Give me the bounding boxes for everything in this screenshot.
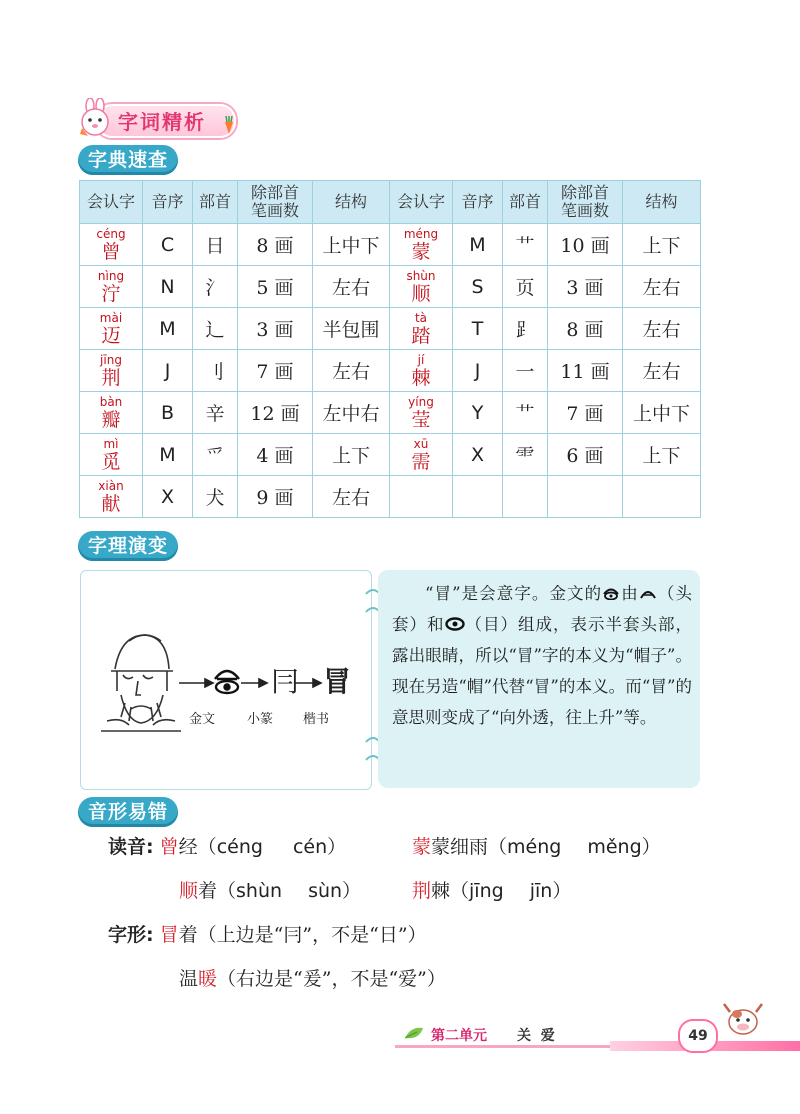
page-number: 49 [678,1019,718,1053]
reading-3-highlight: 顺 [179,880,199,902]
section-tag-confusion: 音形易错 [78,797,178,827]
evo-text-3: （头套）和 [392,584,693,634]
label-regular: 楷书 [303,712,330,727]
pinyin: xū [413,436,429,451]
character: 顺 [411,282,431,305]
pinyin: jí [417,352,425,367]
bunny-icon [76,98,116,138]
character: 棘 [411,366,431,389]
carrot-icon [222,116,236,134]
table-row [80,392,701,434]
pinyin: xiàn [98,478,124,493]
character: 踏 [411,324,431,347]
reading-1-highlight: 曾 [159,836,179,858]
cell-strokes: 11 画 [548,350,623,392]
page-title-banner [76,98,234,138]
page-title: 字词精析 [118,110,206,134]
cell-radical: 辶 [193,308,238,350]
cell-strokes: 7 画 [238,350,313,392]
reading-3-rest: 着（ [198,880,237,902]
reading-4-rest: 棘（ [431,880,470,902]
cell-character [80,476,143,518]
cell-radical: 爫 [193,434,238,476]
table-header-row [80,181,701,224]
cell-strokes: 5 画 [238,266,313,308]
empty-cell [623,476,701,518]
reading-2-highlight: 蒙 [412,836,432,858]
cell-sequence: B [143,392,193,434]
empty-cell [503,476,548,518]
shape-2-rest: （右边是“爰”，不是“爱”） [217,968,446,990]
th-strokes-line2: 笔画数 [250,201,299,220]
cell-radical: 日 [193,224,238,266]
evolution-explanation [392,578,692,733]
shape-2-highlight: 暖 [198,968,218,990]
reading-1-option-a: céng [216,836,263,858]
cell-character [80,224,143,266]
cell-structure: 上下 [623,434,701,476]
cell-sequence: X [143,476,193,518]
cell-radical: 氵 [193,266,238,308]
cell-sequence: S [453,266,503,308]
cell-character [390,350,453,392]
eye-glyph-icon [445,617,465,631]
th-strokes-2-line1: 除部首 [560,183,609,202]
cell-sequence: T [453,308,503,350]
label-bronze: 金文 [189,712,216,727]
table-row [80,434,701,476]
cell-character [80,392,143,434]
cell-strokes: 8 画 [548,308,623,350]
cell-sequence: X [453,434,503,476]
bronze-script-glyph [215,671,239,693]
label-seal: 小篆 [247,712,274,727]
cell-sequence: C [143,224,193,266]
cell-radical: 犬 [193,476,238,518]
cell-sequence: M [143,308,193,350]
cell-character [80,434,143,476]
reading-1-close: ） [327,836,347,858]
character: 需 [411,450,431,473]
cell-radical: 辛 [193,392,238,434]
cell-radical: 刂 [193,350,238,392]
pinyin: bàn [99,394,123,409]
table-row [80,476,701,518]
reading-2-option-a: méng [507,836,562,858]
th-strokes-2-line2: 笔画数 [560,201,609,220]
cell-character [390,224,453,266]
cell-structure: 上中下 [623,392,701,434]
cell-strokes: 3 画 [548,266,623,308]
th-char-2: 会认字 [390,181,453,224]
reading-1-rest: 经（ [178,836,217,858]
cell-strokes: 8 画 [238,224,313,266]
table-row [80,224,701,266]
cell-strokes: 9 画 [238,476,313,518]
regular-script-glyph: 冒 [323,665,352,698]
pinyin: méng [403,226,439,241]
cell-sequence: M [143,434,193,476]
footer-unit: 第二单元 [431,1028,487,1044]
reading-4-highlight: 荆 [412,880,432,902]
th-seq-2: 音序 [453,181,503,224]
dictionary-table [79,180,701,518]
evo-text-2: 由 [620,584,639,603]
character: 曾 [101,240,121,263]
evo-text-4: （目）组成，表示半套头部，露出眼睛，所以“冒”字的本义为“帽子”。现在另造“帽”代替“冒”的本义。而“冒”的意思则变成了“向外透，往上升”等。 [392,615,692,727]
cell-strokes: 6 画 [548,434,623,476]
cell-structure: 上下 [313,434,390,476]
cell-character [390,308,453,350]
shape-line-2 [179,964,446,991]
shape-line-1 [108,920,427,947]
character: 荆 [101,366,121,389]
cell-radical: 艹 [503,224,548,266]
reading-3-option-b: sùn [308,880,343,902]
character: 莹 [411,408,431,431]
table-row [80,350,701,392]
empty-cell [453,476,503,518]
cell-character [80,266,143,308]
leaf-icon [403,1026,425,1042]
reading-4-option-a: jīng [469,880,504,902]
cell-radical: 艹 [503,392,548,434]
pinyin: mì [103,436,119,451]
th-strokes-2 [548,181,623,224]
cell-radical: 页 [503,266,548,308]
seal-script-glyph: 冃 [271,665,300,698]
th-strokes [238,181,313,224]
cell-sequence: M [453,224,503,266]
character: 瓣 [101,408,121,431]
table-row [80,266,701,308]
cell-radical: ⻗ [503,434,548,476]
reading-3-close: ） [342,880,362,902]
cell-structure: 左右 [623,266,701,308]
th-radical-2: 部首 [503,181,548,224]
cell-radical: ⻊ [503,308,548,350]
th-seq: 音序 [143,181,193,224]
cell-structure: 左右 [623,308,701,350]
cell-character [390,266,453,308]
table-row [80,308,701,350]
pinyin: yíng [408,394,434,409]
reading-2-option-b: měng [587,836,642,858]
th-char: 会认字 [80,181,143,224]
reading-line-3 [179,876,361,903]
character: 蒙 [411,240,431,263]
th-strokes-line1: 除部首 [250,183,299,202]
shape-1-rest: 着（上边是“冃”，不是“日”） [178,924,427,946]
cell-strokes: 4 画 [238,434,313,476]
reading-3-option-a: shùn [236,880,283,902]
cell-structure: 左右 [313,350,390,392]
cell-structure: 上中下 [313,224,390,266]
pinyin: tà [414,310,428,325]
reading-line-2 [412,832,661,859]
cell-strokes: 7 画 [548,392,623,434]
cell-structure: 左右 [313,476,390,518]
reading-line-4 [412,876,571,903]
section-tag-dictionary: 字典速查 [78,145,178,175]
shape-2-prefix: 温 [179,968,199,990]
cell-structure: 左右 [313,266,390,308]
reading-line-1 [108,832,346,859]
th-structure-2: 结构 [623,181,701,224]
cell-strokes: 3 画 [238,308,313,350]
empty-cell [390,476,453,518]
empty-cell [548,476,623,518]
reading-label: 读音: [108,836,154,858]
cell-character [80,350,143,392]
pinyin: céng [96,226,126,241]
cell-character [390,434,453,476]
character: 泞 [101,282,121,305]
th-structure: 结构 [313,181,390,224]
cell-structure: 半包围 [313,308,390,350]
shape-1-highlight: 冒 [159,924,179,946]
cell-sequence: N [143,266,193,308]
cell-sequence: J [453,350,503,392]
cell-structure: 上下 [623,224,701,266]
section-tag-evolution: 字理演变 [78,531,178,561]
cell-character [80,308,143,350]
cell-strokes: 10 画 [548,224,623,266]
evo-text-1: “冒”是会意字。金文的 [425,584,603,603]
footer-unit-name: 关 爱 [517,1028,555,1044]
cell-sequence: Y [453,392,503,434]
reading-4-option-b: jīn [529,880,553,902]
cell-sequence: J [143,350,193,392]
reading-1-option-b: cén [292,836,328,858]
cow-mascot-icon [718,996,768,1036]
pinyin: mài [99,310,123,325]
shape-label: 字形: [108,924,154,946]
bronze-helmet-glyph-icon [602,586,620,600]
pinyin: shùn [406,268,436,283]
th-radical: 部首 [193,181,238,224]
pinyin: nìng [97,268,125,283]
cell-character [390,392,453,434]
evolution-illustration-panel [80,570,372,790]
cell-structure: 左右 [623,350,701,392]
reading-2-close: ） [641,836,661,858]
reading-2-rest: 蒙细雨（ [431,836,508,858]
pinyin: jīng [100,352,122,367]
cell-radical: 一 [503,350,548,392]
reading-4-close: ） [552,880,572,902]
cell-structure: 左中右 [313,392,390,434]
character: 献 [101,492,121,515]
headgear-glyph-icon [639,586,657,600]
cell-strokes: 12 画 [238,392,313,434]
character: 迈 [101,324,121,347]
character: 觅 [101,450,121,473]
